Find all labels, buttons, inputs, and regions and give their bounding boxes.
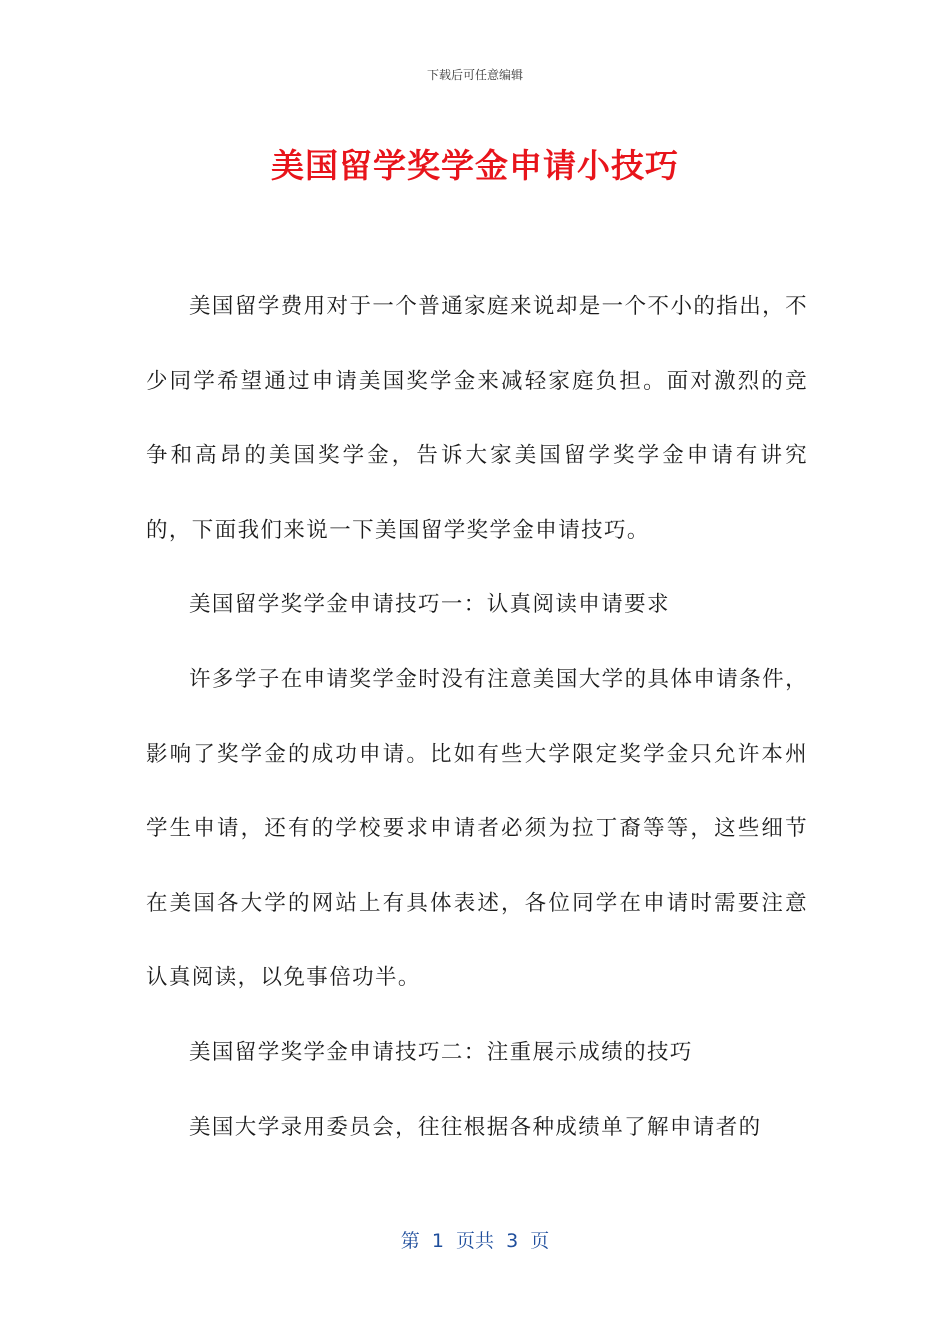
section-heading-tip-1: 美国留学奖学金申请技巧一：认真阅读申请要求 xyxy=(189,592,670,618)
paragraph-tip-1: 许多学子在申请奖学金时没有注意美国大学的具体申请条件，影响了奖学金的成功申请。比如有些大学限定奖学金只允许本州学生申请，还有的学校要求申请者必须为拉丁裔等等，这些细节在美国各大学的网站上有具体表述，各位同学在申请时需要注意认真阅读，以免事倍功半。 xyxy=(146,666,808,991)
document-body xyxy=(146,270,808,1165)
section-heading-tip-2: 美国留学奖学金申请技巧二：注重展示成绩的技巧 xyxy=(189,1039,693,1065)
document-title: 美国留学奖学金申请小技巧 xyxy=(271,146,679,185)
paragraph-intro: 美国留学费用对于一个普通家庭来说却是一个不小的指出，不少同学希望通过申请美国奖学金来减轻家庭负担。面对激烈的竞争和高昂的美国奖学金，告诉大家美国留学奖学金申请有讲究的，下面我们来说一下美国留学奖学金申请技巧。 xyxy=(146,294,808,543)
paragraph-tip-2: 美国大学录用委员会，往往根据各种成绩单了解申请者的 xyxy=(189,1114,762,1140)
page-number-footer: 第 1 页共 3 页 xyxy=(400,1230,550,1252)
header-note: 下载后可任意编辑 xyxy=(426,68,523,82)
